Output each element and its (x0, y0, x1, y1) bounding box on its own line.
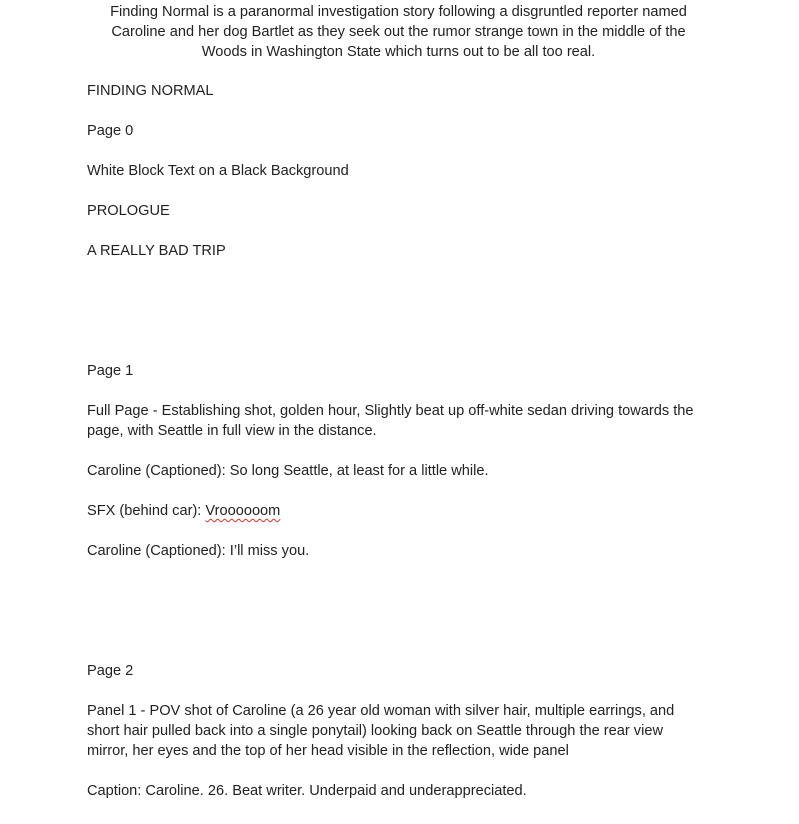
prologue-heading: PROLOGUE (87, 203, 170, 219)
page-0-description: White Block Text on a Black Background (87, 163, 349, 179)
page-1-heading: Page 1 (87, 363, 134, 379)
page-1-panel-description: Full Page - Establishing shot, golden hour, Slightly beat up off-white sedan driving towards the page, with Seattle in full view in the distance. (87, 403, 694, 439)
misspelled-word[interactable]: Vroooooom (205, 503, 281, 519)
page-2-caption: Caption: Caroline. 26. Beat writer. Underpaid and underappreciated. (87, 783, 527, 799)
page-2-panel-1: Panel 1 - POV shot of Caroline (a 26 year old woman with silver hair, multiple earrings, and short hair pulled back into a single ponytail) looking back on Seattle through the rear view mirror, her eyes and the top of her head visible in the reflection, wide panel (87, 703, 675, 759)
script-title: FINDING NORMAL (87, 83, 214, 99)
synopsis-paragraph: Finding Normal is a paranormal investigation story following a disgruntled reporter named Caroline and her dog Bartlet as they seek out the rumor strange town in the middle of the Woods in Washington State which turns out to be all too real. (110, 4, 687, 60)
page-1-caption-2: Caroline (Captioned): I’ll miss you. (87, 543, 310, 559)
page-2-heading: Page 2 (87, 663, 134, 679)
page-0-heading: Page 0 (87, 123, 134, 139)
sfx-label: SFX (behind car): (87, 503, 206, 519)
page-1-sfx (87, 501, 707, 521)
prologue-subtitle: A REALLY BAD TRIP (87, 243, 226, 259)
page-1-caption-1: Caroline (Captioned): So long Seattle, at least for a little while. (87, 463, 489, 479)
